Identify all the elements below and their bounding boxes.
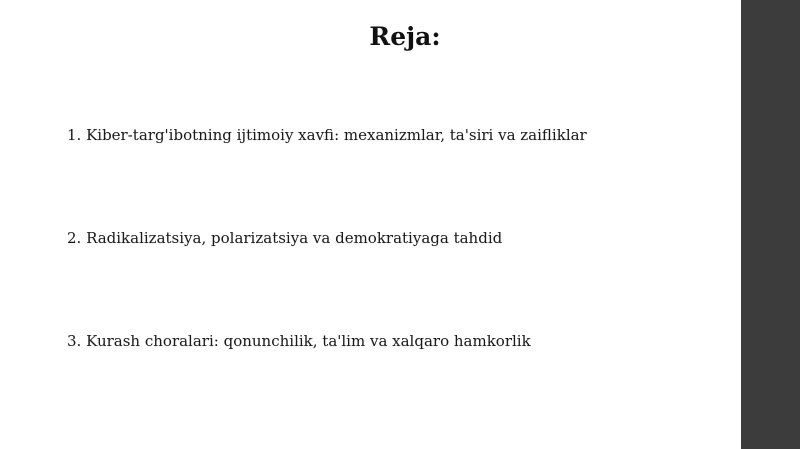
side-panel bbox=[741, 0, 800, 449]
slide-title: Reja: bbox=[369, 22, 441, 51]
plan-item-2: 2. Radikalizatsiya, polarizatsiya va demokratiyaga tahdid bbox=[67, 229, 503, 247]
plan-item-1: 1. Kiber-targ'ibotning ijtimoiy xavfi: mexanizmlar, ta'siri va zaifliklar bbox=[67, 126, 587, 144]
plan-item-3: 3. Kurash choralari: qonunchilik, ta'lim va xalqaro hamkorlik bbox=[67, 332, 531, 350]
